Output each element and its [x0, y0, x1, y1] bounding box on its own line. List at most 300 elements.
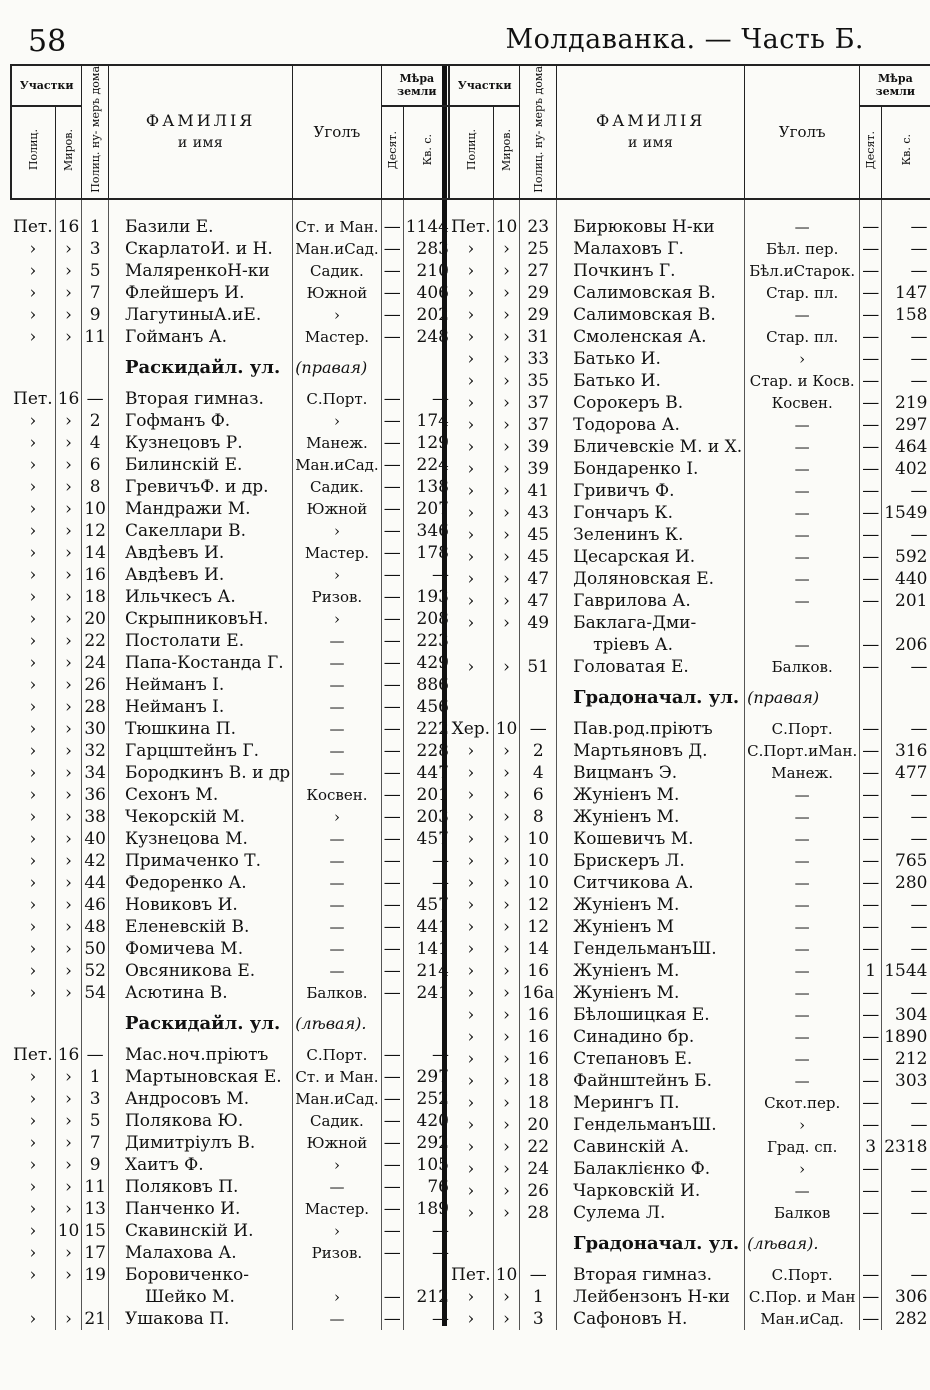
table-row [449, 414, 930, 436]
sq-sazhen-cell: 477 [882, 762, 930, 784]
house-number-cell: 19 [82, 1264, 109, 1286]
sq-sazhen-cell: 214 [403, 960, 452, 982]
police-district-cell [449, 634, 493, 656]
police-district-cell: › [29, 1088, 37, 1109]
sq-sazhen-cell: 105 [403, 1154, 452, 1176]
owner-name-cell: Авдѣевъ И. [108, 564, 292, 586]
mirovoy-district-cell: › [55, 1308, 82, 1330]
sq-sazhen-cell: 304 [882, 1004, 930, 1026]
owner-name-cell: Гойманъ А. [108, 326, 292, 348]
header-mirov: Миров. [55, 106, 82, 199]
table-row [449, 916, 930, 938]
mirovoy-district-cell: › [493, 1004, 520, 1026]
sq-sazhen-cell: 316 [882, 740, 930, 762]
mirovoy-district-cell: › [493, 1308, 520, 1330]
police-district-cell: › [29, 432, 37, 453]
mirovoy-district-cell: › [493, 916, 520, 938]
sq-sazhen-cell: 252 [403, 1088, 452, 1110]
table-row [449, 806, 930, 828]
owner-name-cell: Гривичъ Ф. [557, 480, 745, 502]
table-row [449, 740, 930, 762]
table-row [449, 960, 930, 982]
house-number-cell: 2 [82, 410, 109, 432]
mirovoy-district-cell: › [55, 630, 82, 652]
table-row [11, 1132, 452, 1154]
corner-cell: — [745, 850, 860, 872]
police-district-cell: › [467, 260, 475, 281]
police-district-cell: › [467, 326, 475, 347]
police-district-cell: › [467, 1136, 475, 1157]
mirovoy-district-cell [55, 1286, 82, 1308]
corner-cell [293, 1264, 382, 1286]
mirovoy-district-cell: › [55, 696, 82, 718]
police-district-cell: › [29, 1132, 37, 1153]
sq-sazhen-cell: 406 [403, 282, 452, 304]
desyatina-cell: — [381, 326, 403, 348]
mirovoy-district-cell: › [493, 458, 520, 480]
owner-name-cell: Гончаръ К. [557, 502, 745, 524]
desyatina-cell: — [381, 806, 403, 828]
owner-name-cell: Бондаренко І. [557, 458, 745, 480]
sq-sazhen-cell: 1144 [403, 199, 452, 238]
police-district-cell: › [467, 1048, 475, 1069]
table-row [449, 718, 930, 740]
sq-sazhen-cell: 441 [403, 916, 452, 938]
table-row [449, 348, 930, 370]
table-row [449, 828, 930, 850]
mirovoy-district-cell: › [55, 454, 82, 476]
police-district-cell: › [29, 1220, 37, 1241]
corner-cell: Стар. пл. [745, 326, 860, 348]
table-row [449, 894, 930, 916]
owner-name-cell: Степановъ Е. [557, 1048, 745, 1070]
house-number-cell: 29 [520, 282, 557, 304]
table-row [11, 1066, 452, 1088]
mirovoy-district-cell: 10 [493, 1264, 520, 1286]
street-side: (лѣвая). [293, 1004, 382, 1044]
table-row [449, 1070, 930, 1092]
mirovoy-district-cell: › [493, 524, 520, 546]
police-district-cell: › [467, 546, 475, 567]
sq-sazhen-cell: 223 [403, 630, 452, 652]
sq-sazhen-cell: 219 [882, 392, 930, 414]
desyatina-cell: 3 [860, 1136, 882, 1158]
desyatina-cell: — [860, 1202, 882, 1224]
desyatina-cell: — [381, 476, 403, 498]
house-number-cell: 22 [520, 1136, 557, 1158]
sq-sazhen-cell: — [882, 916, 930, 938]
desyatina-cell: — [860, 1070, 882, 1092]
desyatina-cell: — [860, 502, 882, 524]
corner-cell: С.Порт.иМан. [745, 740, 860, 762]
owner-name-cell: ЛагутиныА.иЕ. [108, 304, 292, 326]
sq-sazhen-cell: — [882, 982, 930, 1004]
corner-cell: — [745, 1070, 860, 1092]
desyatina-cell: — [381, 1286, 403, 1308]
mirovoy-district-cell: › [55, 718, 82, 740]
mirovoy-district-cell: › [493, 982, 520, 1004]
police-district-cell: › [29, 608, 37, 629]
sq-sazhen-cell: 193 [403, 586, 452, 608]
table-row [11, 520, 452, 542]
sq-sazhen-cell: — [882, 1114, 930, 1136]
corner-cell: Южной [293, 282, 382, 304]
house-number-cell: 18 [520, 1092, 557, 1114]
sq-sazhen-cell: 447 [403, 762, 452, 784]
corner-cell: — [745, 199, 860, 238]
house-number-cell: 45 [520, 524, 557, 546]
house-number-cell: 12 [520, 894, 557, 916]
sq-sazhen-cell: 1890 [882, 1026, 930, 1048]
mirovoy-district-cell: › [55, 1066, 82, 1088]
mirovoy-district-cell: › [55, 520, 82, 542]
desyatina-cell: — [381, 1198, 403, 1220]
sq-sazhen-cell: 297 [882, 414, 930, 436]
mirovoy-district-cell: › [493, 546, 520, 568]
owner-name-cell: Мартьяновъ Д. [557, 740, 745, 762]
desyatina-cell: — [860, 634, 882, 656]
owner-name-cell: Панченко И. [108, 1198, 292, 1220]
table-row [449, 304, 930, 326]
desyatina-cell: — [381, 454, 403, 476]
sq-sazhen-cell: 420 [403, 1110, 452, 1132]
header-kv-s: Кв. с. [403, 106, 452, 199]
mirovoy-district-cell: › [493, 612, 520, 634]
mirovoy-district-cell: › [55, 938, 82, 960]
sq-sazhen-cell: 1549 [882, 502, 930, 524]
owner-name-cell: Папа-Костанда Г. [108, 652, 292, 674]
corner-cell: Ризов. [293, 586, 382, 608]
table-row [449, 1264, 930, 1286]
table-row [449, 1026, 930, 1048]
street-heading-row [449, 1224, 930, 1264]
mirovoy-district-cell: › [55, 850, 82, 872]
desyatina-cell: — [860, 740, 882, 762]
house-number-cell: 20 [82, 608, 109, 630]
house-number-cell: 17 [82, 1242, 109, 1264]
sq-sazhen-cell: 212 [403, 1286, 452, 1308]
corner-cell: — [745, 982, 860, 1004]
owner-name-cell: Сакеллари В. [108, 520, 292, 542]
sq-sazhen-cell: — [882, 348, 930, 370]
police-district-cell: › [29, 1242, 37, 1263]
left-table [10, 64, 452, 1330]
owner-name-cell: Сулема Л. [557, 1202, 745, 1224]
mirovoy-district-cell: › [493, 282, 520, 304]
owner-name-cell: Вторая гимназ. [108, 388, 292, 410]
owner-name-cell: Балаклієнко Ф. [557, 1158, 745, 1180]
police-district-cell: › [29, 304, 37, 325]
mirovoy-district-cell: › [55, 828, 82, 850]
desyatina-cell: — [381, 938, 403, 960]
mirovoy-district-cell: › [493, 238, 520, 260]
house-number-cell: 52 [82, 960, 109, 982]
table-row [11, 630, 452, 652]
mirovoy-district-cell: › [55, 476, 82, 498]
owner-name-cell: Димитріулъ В. [108, 1132, 292, 1154]
police-district-cell: › [29, 454, 37, 475]
owner-name-cell: Бличевскіе М. и Х. [557, 436, 745, 458]
corner-cell: › [293, 564, 382, 586]
police-district-cell: › [467, 502, 475, 523]
owner-name-cell: Батько И. [557, 370, 745, 392]
sq-sazhen-cell [882, 612, 930, 634]
police-district-cell: › [467, 762, 475, 783]
owner-name-cell: Савинскій А. [557, 1136, 745, 1158]
corner-cell: — [745, 590, 860, 612]
police-district-cell: › [467, 850, 475, 871]
street-side: (лѣвая). [745, 1224, 860, 1264]
table-row [449, 850, 930, 872]
corner-cell: — [745, 1048, 860, 1070]
house-number-cell: 2 [520, 740, 557, 762]
mirovoy-district-cell: › [493, 740, 520, 762]
sq-sazhen-cell: 241 [403, 982, 452, 1004]
corner-cell: Южной [293, 1132, 382, 1154]
owner-name-cell: Нейманъ І. [108, 674, 292, 696]
mirovoy-district-cell: › [493, 762, 520, 784]
header-uchastki: Участки [449, 65, 520, 106]
owner-name-cell: Жуніенъ М. [557, 960, 745, 982]
police-district-cell: › [29, 894, 37, 915]
mirovoy-district-cell: › [493, 1286, 520, 1308]
sq-sazhen-cell: — [882, 1264, 930, 1286]
house-number-cell: 16 [520, 1048, 557, 1070]
police-district-cell: › [467, 872, 475, 893]
corner-cell: — [745, 304, 860, 326]
police-district-cell: › [29, 260, 37, 281]
header-ugol: Уголъ [745, 65, 860, 199]
table-row [11, 476, 452, 498]
table-row [449, 590, 930, 612]
owner-name-cell: Полякова Ю. [108, 1110, 292, 1132]
owner-name-cell: Мерингъ П. [557, 1092, 745, 1114]
table-row [11, 1264, 452, 1286]
house-number-cell: 3 [82, 1088, 109, 1110]
header-familiya: ФАМИЛІЯ и имя [557, 65, 745, 199]
police-district-cell: › [467, 806, 475, 827]
desyatina-cell: — [860, 436, 882, 458]
police-district-cell: › [467, 612, 475, 633]
police-district-cell: › [29, 828, 37, 849]
corner-cell: — [745, 784, 860, 806]
table-row [11, 872, 452, 894]
owner-name-cell: Малаховъ Г. [557, 238, 745, 260]
sq-sazhen-cell: 202 [403, 304, 452, 326]
sq-sazhen-cell: 203 [403, 806, 452, 828]
owner-name-cell: Гаврилова А. [557, 590, 745, 612]
house-number-cell: 10 [520, 828, 557, 850]
corner-cell: — [293, 828, 382, 850]
table-row [449, 370, 930, 392]
corner-cell: — [293, 718, 382, 740]
table-row [11, 1154, 452, 1176]
desyatina-cell: — [860, 1114, 882, 1136]
desyatina-cell: — [381, 960, 403, 982]
corner-cell: Бѣл. пер. [745, 238, 860, 260]
police-district-cell: › [29, 238, 37, 259]
desyatina-cell: — [860, 568, 882, 590]
sq-sazhen-cell: — [882, 199, 930, 238]
owner-name-cell: Ушакова П. [108, 1308, 292, 1330]
mirovoy-district-cell: › [55, 784, 82, 806]
sq-sazhen-cell: — [882, 828, 930, 850]
police-district-cell: › [467, 740, 475, 761]
corner-cell: — [293, 696, 382, 718]
desyatina-cell: — [381, 199, 403, 238]
mirovoy-district-cell: › [55, 498, 82, 520]
table-row [449, 524, 930, 546]
owner-name-cell: СкрыпниковъН. [108, 608, 292, 630]
header-polic: Полиц. [11, 106, 55, 199]
police-district-cell: › [467, 590, 475, 611]
desyatina-cell: — [381, 652, 403, 674]
sq-sazhen-cell: — [882, 326, 930, 348]
table-row [449, 982, 930, 1004]
mirovoy-district-cell: › [493, 1202, 520, 1224]
mirovoy-district-cell: › [55, 432, 82, 454]
corner-cell: Балков [745, 1202, 860, 1224]
corner-cell: С.Порт. [745, 1264, 860, 1286]
desyatina-cell: — [860, 982, 882, 1004]
corner-cell: — [293, 652, 382, 674]
police-district-cell: › [29, 1264, 37, 1285]
table-row [11, 938, 452, 960]
corner-cell: — [745, 828, 860, 850]
mirovoy-district-cell: › [493, 1026, 520, 1048]
corner-cell: Косвен. [745, 392, 860, 414]
sq-sazhen-cell: 457 [403, 894, 452, 916]
owner-name-cell: Жуніенъ М. [557, 982, 745, 1004]
house-number-cell: 42 [82, 850, 109, 872]
house-number-cell: 9 [82, 304, 109, 326]
header-kv-s: Кв. с. [882, 106, 930, 199]
mirovoy-district-cell: › [55, 564, 82, 586]
mirovoy-district-cell: › [493, 872, 520, 894]
corner-cell: — [745, 458, 860, 480]
police-district-cell: › [467, 238, 475, 259]
header-desyat: Десят. [860, 106, 882, 199]
mirovoy-district-cell: › [55, 806, 82, 828]
sq-sazhen-cell: 178 [403, 542, 452, 564]
corner-cell: — [293, 850, 382, 872]
house-number-cell: 26 [82, 674, 109, 696]
table-row [11, 1220, 452, 1242]
header-house-no: Полиц. ну- меръ дома [520, 65, 557, 199]
owner-name-cell: Мартыновская Е. [108, 1066, 292, 1088]
left-table-body [11, 199, 452, 1330]
corner-cell: › [745, 348, 860, 370]
owner-name-cell: Мандражи М. [108, 498, 292, 520]
desyatina-cell: — [860, 326, 882, 348]
desyatina-cell: — [381, 238, 403, 260]
corner-cell: Косвен. [293, 784, 382, 806]
corner-cell: Южной [293, 498, 382, 520]
sq-sazhen-cell: 201 [403, 784, 452, 806]
police-district-cell: › [29, 960, 37, 981]
police-district-cell: › [29, 916, 37, 937]
house-number-cell: 20 [520, 1114, 557, 1136]
house-number-cell: 39 [520, 436, 557, 458]
desyatina-cell: — [860, 762, 882, 784]
sq-sazhen-cell: 248 [403, 326, 452, 348]
owner-name-cell: Тодорова А. [557, 414, 745, 436]
desyatina-cell: — [381, 1066, 403, 1088]
table-row [449, 260, 930, 282]
police-district-cell: › [467, 348, 475, 369]
house-number-cell: 47 [520, 590, 557, 612]
desyatina-cell: — [381, 784, 403, 806]
desyatina-cell: — [860, 894, 882, 916]
sq-sazhen-cell: 210 [403, 260, 452, 282]
desyatina-cell: — [860, 458, 882, 480]
mirovoy-district-cell: › [493, 502, 520, 524]
police-district-cell: › [29, 326, 37, 347]
sq-sazhen-cell: 174 [403, 410, 452, 432]
desyatina-cell: — [381, 740, 403, 762]
sq-sazhen-cell: — [882, 894, 930, 916]
owner-name-cell: Еленевскій В. [108, 916, 292, 938]
sq-sazhen-cell: — [882, 260, 930, 282]
corner-cell: — [293, 674, 382, 696]
running-title: Молдаванка. — Часть Б. [505, 24, 864, 55]
mirovoy-district-cell: › [493, 1070, 520, 1092]
corner-cell: — [745, 546, 860, 568]
police-district-cell: › [29, 850, 37, 871]
desyatina-cell: — [860, 1264, 882, 1286]
police-district-cell: › [29, 564, 37, 585]
desyatina-cell: — [860, 916, 882, 938]
sq-sazhen-cell: — [882, 656, 930, 678]
owner-name-cell: Почкинъ Г. [557, 260, 745, 282]
table-row [11, 1242, 452, 1264]
owner-name-cell: Синадино бр. [557, 1026, 745, 1048]
house-number-cell: 36 [82, 784, 109, 806]
table-row [11, 410, 452, 432]
house-number-cell: 18 [82, 586, 109, 608]
table-row [11, 238, 452, 260]
police-district-cell: › [29, 476, 37, 497]
table-row [11, 454, 452, 476]
table-row [449, 1114, 930, 1136]
sq-sazhen-cell: — [882, 370, 930, 392]
corner-cell: Мастер. [293, 326, 382, 348]
house-number-cell: 43 [520, 502, 557, 524]
desyatina-cell: — [860, 414, 882, 436]
house-number-cell: 51 [520, 656, 557, 678]
owner-name-cell: Жуніенъ М. [557, 806, 745, 828]
owner-name-cell: Брискеръ Л. [557, 850, 745, 872]
house-number-cell: 4 [82, 432, 109, 454]
table-row [11, 1286, 452, 1308]
mirovoy-district-cell [493, 634, 520, 656]
header-desyat: Десят. [381, 106, 403, 199]
desyatina-cell: — [860, 1286, 882, 1308]
police-district-cell: › [467, 982, 475, 1003]
desyatina-cell [381, 1264, 403, 1286]
mirovoy-district-cell: › [493, 304, 520, 326]
desyatina-cell: — [381, 1154, 403, 1176]
police-district-cell [11, 1286, 55, 1308]
house-number-cell: 31 [520, 326, 557, 348]
corner-cell: — [745, 1004, 860, 1026]
sq-sazhen-cell: 283 [403, 238, 452, 260]
desyatina-cell: — [381, 828, 403, 850]
corner-cell: — [293, 762, 382, 784]
desyatina-cell: — [860, 546, 882, 568]
table-row [11, 326, 452, 348]
desyatina-cell: — [381, 1220, 403, 1242]
